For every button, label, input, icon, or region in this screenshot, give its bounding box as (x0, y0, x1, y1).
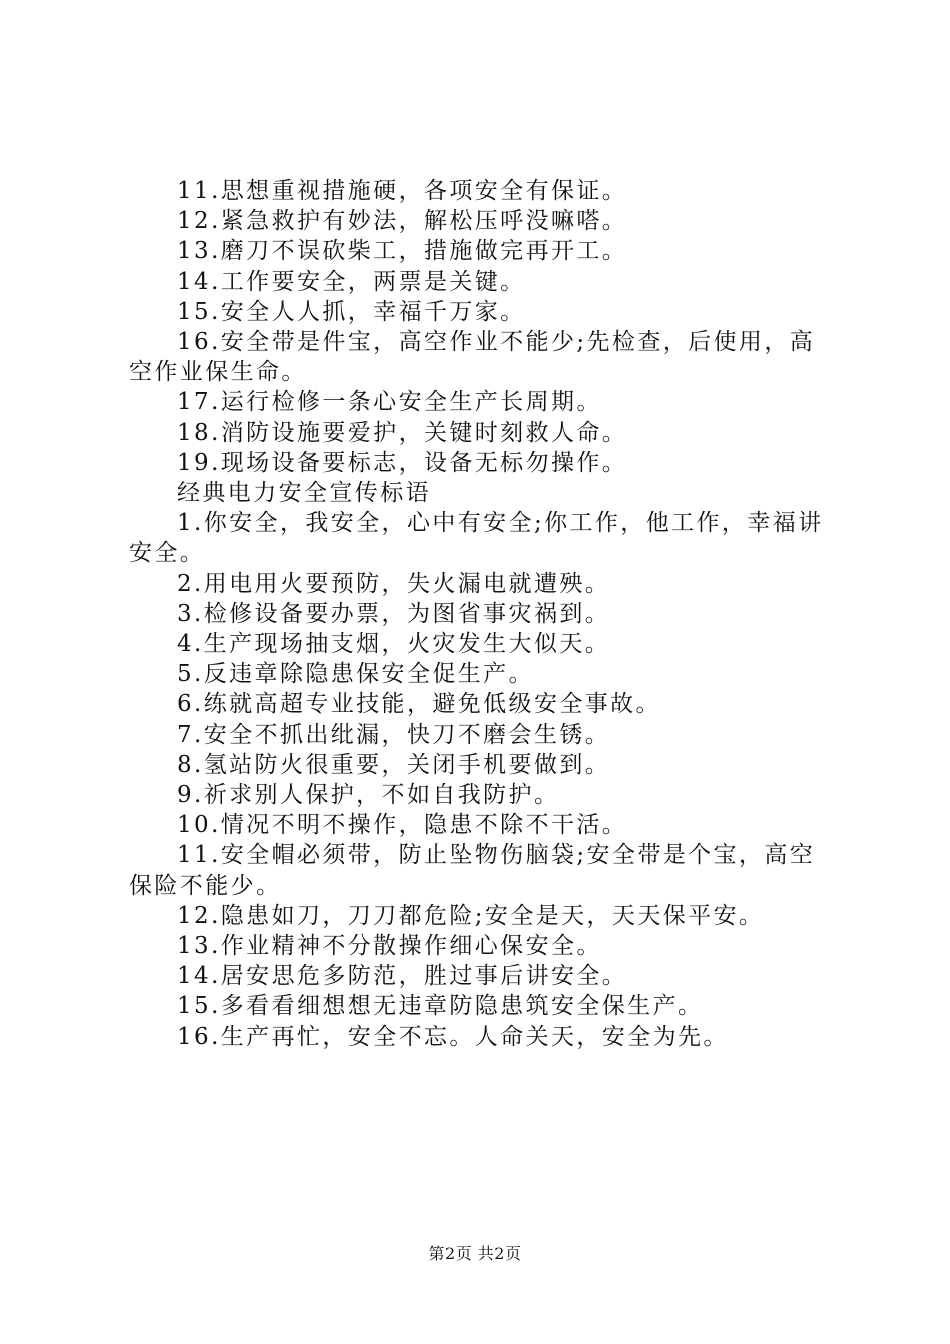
slogan-paragraph: 11.思想重视措施硬，各项安全有保证。 (177, 178, 628, 204)
slogan-paragraph: 12.隐患如刀，刀刀都危险;安全是天，天天保平安。 (177, 902, 765, 929)
slogan-paragraph: 1.你安全，我安全，心中有安全;你工作，他工作，幸福讲安全。 (129, 510, 824, 567)
slogan-paragraph: 13.作业精神不分散操作细心保安全。 (177, 933, 602, 960)
page-number-footer: 第2页 共2页 (428, 1244, 522, 1263)
slogan-paragraph: 14.居安思危多防范，胜过事后讲安全。 (177, 963, 628, 990)
slogan-paragraph: 15.多看看细想想无违章防隐患筑安全保生产。 (177, 993, 704, 1020)
slogan-paragraph: 9.祈求别人保护，不如自我防护。 (177, 782, 560, 809)
slogan-paragraph: 10.情况不明不操作，隐患不除不干活。 (177, 812, 628, 839)
slogan-paragraph: 13.磨刀不误砍柴工，措施做完再开工。 (177, 238, 628, 265)
slogan-paragraph: 15.安全人人抓，幸福千万家。 (177, 298, 526, 325)
slogan-paragraph: 17.运行检修一条心安全生产长周期。 (177, 389, 602, 416)
slogan-paragraph: 6.练就高超专业技能，避免低级安全事故。 (177, 691, 661, 718)
slogan-paragraph: 4.生产现场抽支烟，火灾发生大似天。 (177, 631, 611, 658)
slogan-paragraph: 12.紧急救护有妙法，解松压呼没嘛嗒。 (177, 208, 628, 235)
slogan-paragraph: 19.现场设备要标志，设备无标勿操作。 (177, 449, 628, 476)
document-body (129, 176, 834, 1052)
slogan-paragraph: 16.安全带是件宝，高空作业不能少;先检查，后使用，高空作业保生命。 (129, 329, 816, 386)
slogan-paragraph: 16.生产再忙，安全不忘。人命关天，安全为先。 (177, 1023, 729, 1050)
slogan-paragraph: 5.反违章除隐患保安全促生产。 (177, 661, 534, 688)
slogan-paragraph: 8.氢站防火很重要，关闭手机要做到。 (177, 751, 611, 778)
slogan-paragraph: 18.消防设施要爱护，关键时刻救人命。 (177, 419, 628, 446)
slogan-paragraph: 14.工作要安全，两票是关键。 (177, 268, 526, 295)
section-heading: 经典电力安全宣传标语 (177, 480, 431, 507)
slogan-paragraph: 7.安全不抓出纰漏，快刀不磨会生锈。 (177, 721, 611, 748)
slogan-paragraph: 2.用电用火要预防，失火漏电就遭殃。 (177, 570, 611, 597)
slogan-paragraph: 3.检修设备要办票，为图省事灾祸到。 (177, 600, 611, 627)
slogan-paragraph: 11.安全帽必须带，防止坠物伤脑袋;安全带是个宝，高空保险不能少。 (129, 842, 816, 899)
